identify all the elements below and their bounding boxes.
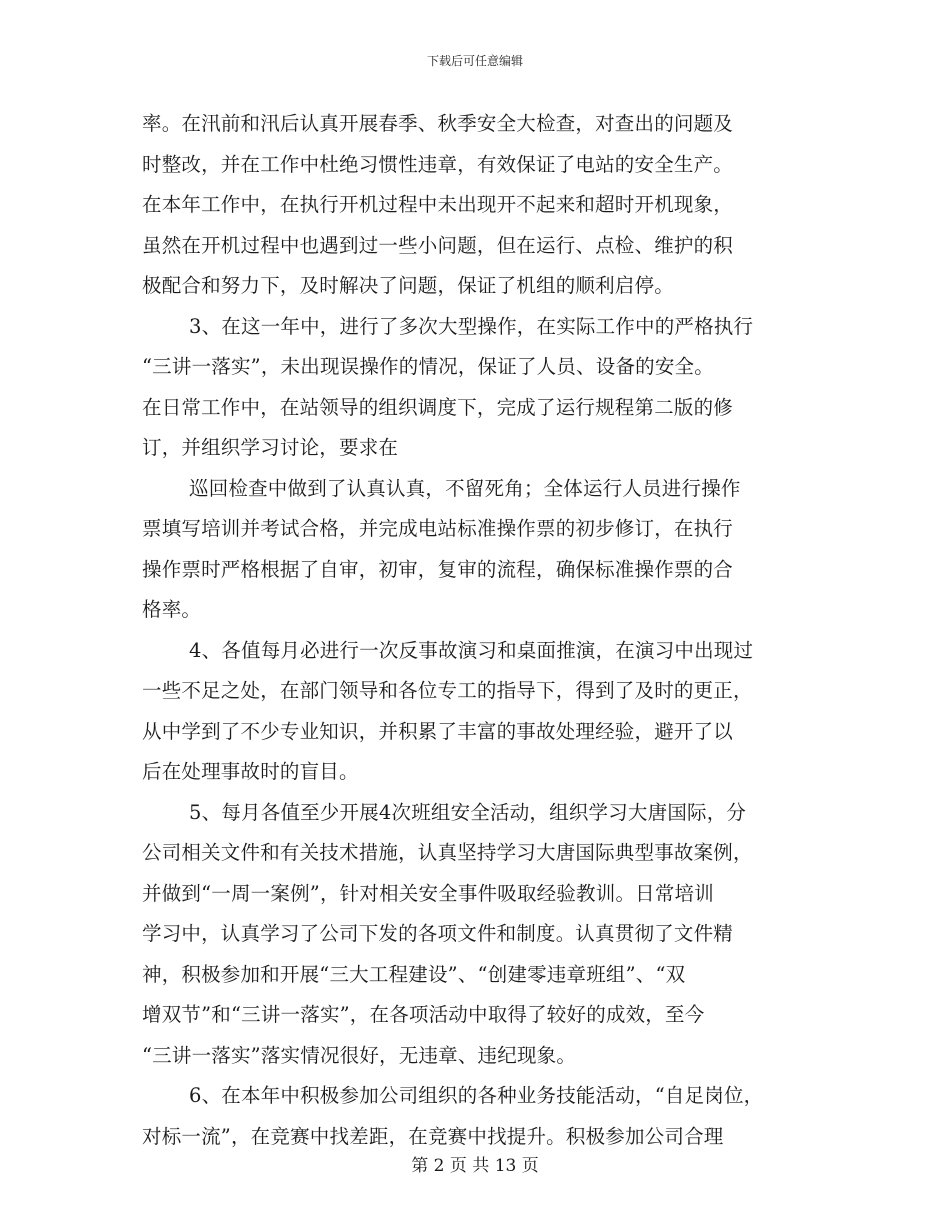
- text-line: 票填写培训并考试合格，并完成电站标准操作票的初步修订，在执行: [142, 517, 734, 540]
- text-line: 率。在汛前和汛后认真开展春季、秋季安全大检查，对查出的问题及: [142, 112, 734, 135]
- text-line: 巡回检查中做到了认真认真，不留死角；全体运行人员进行操作: [189, 476, 741, 500]
- text-line: 时整改，并在工作中杜绝习惯性违章，有效保证了电站的安全生产。: [142, 152, 734, 176]
- page-header-note: 下载后可任意编辑: [426, 54, 523, 68]
- document-body: [142, 104, 812, 1157]
- text-line: 从中学到了不少专业知识，并积累了丰富的事故处理经验，避开了以: [142, 719, 734, 743]
- text-line: “三讲一落实”落实情况很好，无违章、违纪现象。: [142, 1043, 577, 1067]
- text-line: 一些不足之处，在部门领导和各位专工的指导下，得到了及时的更正，: [142, 679, 753, 702]
- text-line: 在日常工作中，在站领导的组织调度下，完成了运行规程第二版的修: [142, 395, 734, 419]
- text-line: 后在处理事故时的盲目。: [142, 760, 359, 783]
- text-line: 学习中，认真学习了公司下发的各项文件和制度。认真贯彻了文件精: [142, 922, 734, 945]
- text-line: “三讲一落实”，未出现误操作的情况，保证了人员、设备的安全。: [142, 355, 714, 378]
- text-line: 对标一流”，在竞赛中找差距，在竞赛中找提升。积极参加公司合理: [142, 1124, 724, 1148]
- text-line: 3、在这一年中，进行了多次大型操作，在实际工作中的严格执行: [189, 314, 754, 338]
- text-line: 5、每月各值至少开展4次班组安全活动，组织学习大唐国际，分: [189, 800, 747, 824]
- text-line: 并做到“一周一案例”，针对相关安全事件吸取经验教训。日常培训: [142, 881, 714, 905]
- text-line: 极配合和努力下，及时解决了问题，保证了机组的顺利启停。: [142, 274, 674, 297]
- text-line: 虽然在开机过程中也遇到过一些小问题，但在运行、点检、维护的积: [142, 233, 734, 257]
- text-line: 格率。: [142, 598, 202, 621]
- text-line: 在本年工作中，在执行开机过程中未出现开不起来和超时开机现象，: [142, 193, 734, 216]
- text-line: 6、在本年中积极参加公司组织的各种业务技能活动，“自足岗位，: [189, 1084, 764, 1107]
- text-line: 公司相关文件和有关技术措施，认真坚持学习大唐国际典型事故案例，: [142, 841, 753, 864]
- text-line: 订，并组织学习讨论，要求在: [142, 436, 399, 459]
- text-line: 4、各值每月必进行一次反事故演习和桌面推演，在演习中出现过: [189, 638, 754, 662]
- text-line: 操作票时严格根据了自审，初审，复审的流程，确保标准操作票的合: [142, 557, 734, 581]
- text-line: 增双节”和“三讲一落实”，在各项活动中取得了较好的成效，至今: [142, 1003, 705, 1026]
- text-line: 神，积极参加和开展“三大工程建设”、“创建零违章班组”、“双: [142, 962, 686, 986]
- page-number-footer: 第 2 页 共 13 页: [411, 1156, 539, 1176]
